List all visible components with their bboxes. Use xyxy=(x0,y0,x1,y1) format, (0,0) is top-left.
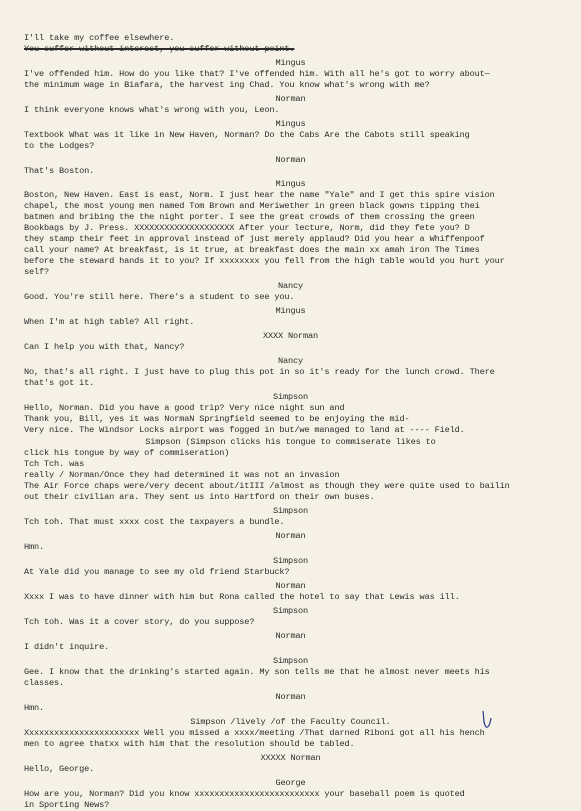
typescript-line: How are you, Norman? Did you know xxxxxxxxxxxxxxxxxxxxxxxxx your baseball poem is quoted xyxy=(24,789,465,799)
speaker-name: Norman xyxy=(275,94,306,104)
typescript-line: Good. You're still here. There's a student to see you. xyxy=(24,292,295,302)
typescript-line: Hmn. xyxy=(24,703,45,713)
speaker-name: Nancy xyxy=(277,281,304,291)
speaker-name: Nancy xyxy=(277,356,304,366)
speaker-name: Mingus xyxy=(275,179,306,189)
speaker-name: Simpson /lively /of the Faculty Council. xyxy=(190,717,391,727)
typescript-line: Boston, New Haven. East is east, Norm. I just hear the name "Yale" and I get this spire vision xyxy=(24,190,495,200)
speaker-name: Simpson xyxy=(272,556,309,566)
typescript-line: Tch toh. Was it a cover story, do you suppose? xyxy=(24,617,255,627)
typescript-line: You suffer without interest, you suffer without point. xyxy=(24,44,295,54)
typescript-line: Hello, Norman. Did you have a good trip? Very nice night sun and xyxy=(24,403,345,413)
typescript-line: Hmn. xyxy=(24,542,45,552)
typescript-line: classes. xyxy=(24,678,65,688)
typescript-line: self? xyxy=(24,267,50,277)
speaker-name: Norman xyxy=(275,155,306,165)
typescript-line: Textbook What was it like in New Haven, Norman? Do the Cabs Are the Cabots still speaking xyxy=(24,130,470,140)
speaker-name: Simpson xyxy=(272,606,309,616)
typescript-line: Bookbags by J. Press. XXXXXXXXXXXXXXXXXXXX After your lecture, Norm, did they fete you? D xyxy=(24,223,470,233)
typescript-line: I've offended him. How do you like that? I've offended him. With all he's got to worry about— xyxy=(24,69,490,79)
typescript-line: before the steward hands it to you? If xxxxxxxx you fell from the high table would you hurt your xyxy=(24,256,505,266)
typescript-line: I think everyone knows what's wrong with you, Leon. xyxy=(24,105,280,115)
speaker-name: Norman xyxy=(275,692,306,702)
speaker-name: Mingus xyxy=(275,58,306,68)
speaker-name: Norman xyxy=(275,581,306,591)
typescript-line: that's got it. xyxy=(24,378,95,388)
speaker-name: Simpson (Simpson clicks his tongue to commiserate likes to xyxy=(145,437,436,447)
typescript-line: to the Lodges? xyxy=(24,141,95,151)
typescript-line: call your name? At breakfast, is it true, at breakfast does the main xx amah iron The Times xyxy=(24,245,480,255)
speaker-name: Simpson xyxy=(272,392,309,402)
typescript-line: Tch toh. That must xxxx cost the taxpayers a bundle. xyxy=(24,517,285,527)
typescript-line: click his tongue by way of commiseration) xyxy=(24,448,230,458)
typescript-line: I didn't inquire. xyxy=(24,642,110,652)
typescript-line: No, that's all right. I just have to plug this pot in so it's ready for the lunch crowd. There xyxy=(24,367,495,377)
typescript-line: men to agree thatxx with him that the resolution should be tabled. xyxy=(24,739,355,749)
speaker-name: Simpson xyxy=(272,506,309,516)
typescript-line: Xxxxxxxxxxxxxxxxxxxxxxx Well you missed a xxxx/meeting /That darned Riboni got all his hench xyxy=(24,728,485,738)
pen-mark-icon xyxy=(481,709,493,729)
typescript-line: I'll take my coffee elsewhere. xyxy=(24,33,175,43)
typescript-line: The Air Force chaps were/very decent about/itIII /almost as though they were quite used to bailin xyxy=(24,481,510,491)
typescript-line: Xxxx I was to have dinner with him but Rona called the hotel to say that Lewis was ill. xyxy=(24,592,460,602)
speaker-name: XXXXX Norman xyxy=(260,753,321,763)
typescript-line: Hello, George. xyxy=(24,764,95,774)
speaker-name: Mingus xyxy=(275,306,306,316)
typescript-line: out their civilian ara. They sent us into Hartford on their own buses. xyxy=(24,492,375,502)
speaker-name: Norman xyxy=(275,531,306,541)
typescript-line: batmen and bribing the the night porter. I see the great crowds of them crossing the green xyxy=(24,212,475,222)
typescript-line: Gee. I know that the drinking's started again. My son tells me that he almost never meets his xyxy=(24,667,490,677)
typescript-line: Tch Tch. was xyxy=(24,459,85,469)
typescript-line: When I'm at high table? All right. xyxy=(24,317,195,327)
typescript-line: Can I help you with that, Nancy? xyxy=(24,342,185,352)
typescript-line: Thank you, Bill, yes it was NormaN Springfield seemed to be enjoying the mid- xyxy=(24,414,410,424)
speaker-name: George xyxy=(275,778,306,788)
typescript-line: Very nice. The Windsor Locks airport was fogged in but/we managed to land at ---- Field. xyxy=(24,425,465,435)
typescript-line: in Sporting News? xyxy=(24,800,110,810)
speaker-name: Simpson xyxy=(272,656,309,666)
speaker-name: Norman xyxy=(275,631,306,641)
typescript-line: At Yale did you manage to see my old friend Starbuck? xyxy=(24,567,290,577)
speaker-name: XXXX Norman xyxy=(262,331,319,341)
speaker-name: Mingus xyxy=(275,119,306,129)
typescript-line: the minimum wage in Biafara, the harvest ing Chad. You know what's wrong with me? xyxy=(24,80,430,90)
typescript-line: they stamp their feet in approval instead of just merely applaud? Did you hear a Whiffenpoof xyxy=(24,234,485,244)
typescript-line: chapel, the most young men named Tom Brown and Meriwether in green black gowns tipping thei xyxy=(24,201,480,211)
typescript-line: really / Norman/Once they had determined it was not an invasion xyxy=(24,470,340,480)
typescript-line: That's Boston. xyxy=(24,166,95,176)
